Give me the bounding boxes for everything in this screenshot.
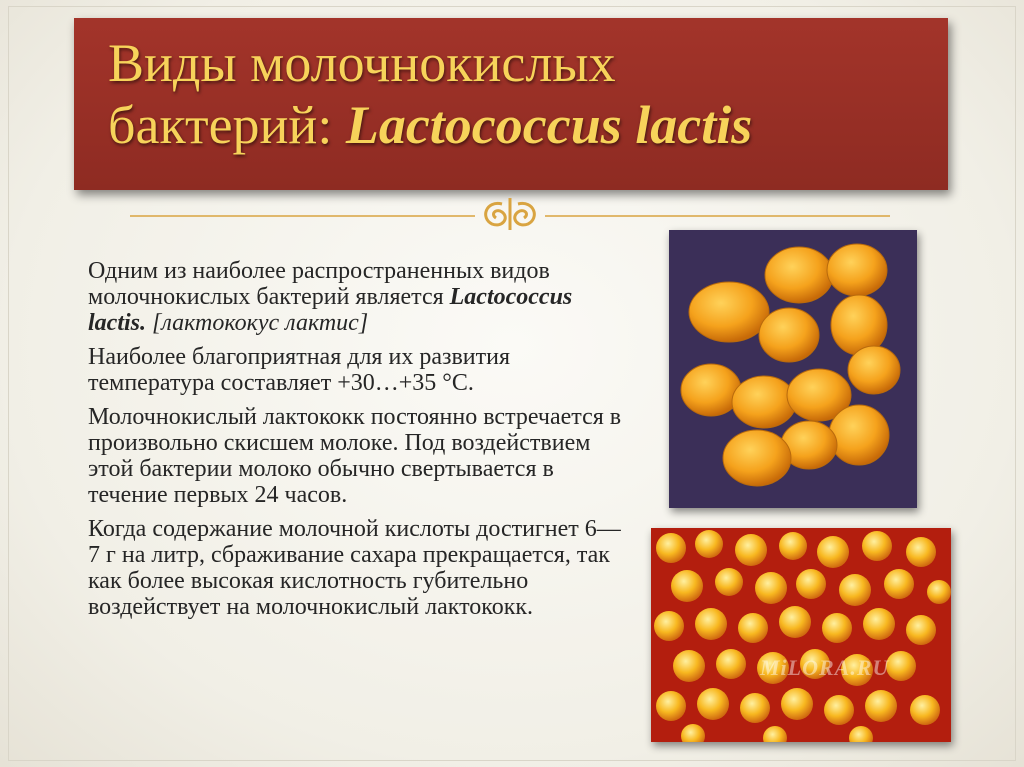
bacteria-image-bottom [651, 528, 951, 742]
bacteria-image-top [669, 230, 917, 508]
ornament-swirl-icon [486, 198, 535, 230]
paragraph-1-text: Одним из наиболее распространенных видов молочнокислых бактерий является [88, 258, 550, 310]
title-banner [74, 18, 948, 190]
title-line-2-prefix: бактерий: [108, 95, 346, 155]
title-line-2 [108, 94, 928, 156]
species-latin-name: Lactococcus lactis. [88, 284, 573, 336]
watermark-text: MiLORA.RU [760, 655, 890, 680]
paragraph-1 [88, 258, 628, 336]
slide-title [108, 32, 928, 156]
paragraph-4: Когда содержание молочной кислоты достигнет 6—7 г на литр, сбраживание сахара прекращается, так как более высокая кислотность губительно воздействует на молочнокислый лактококк. [88, 516, 621, 620]
paragraph-3: Молочнокислый лактококк постоянно встречается в произвольно скисшем молоке. Под воздействием этой бактерии молоко обычно свертывается в течение первых 24 часов. [88, 404, 622, 508]
species-transliteration: [лактококус лактис] [146, 310, 369, 336]
title-latin-name: Lactococcus lactis [345, 95, 753, 155]
body-text [88, 258, 628, 628]
paragraph-2: Наиболее благоприятная для их развития температура составляет +30…+35 °C. [88, 344, 510, 396]
title-line-1: Виды молочнокислых [108, 33, 616, 93]
